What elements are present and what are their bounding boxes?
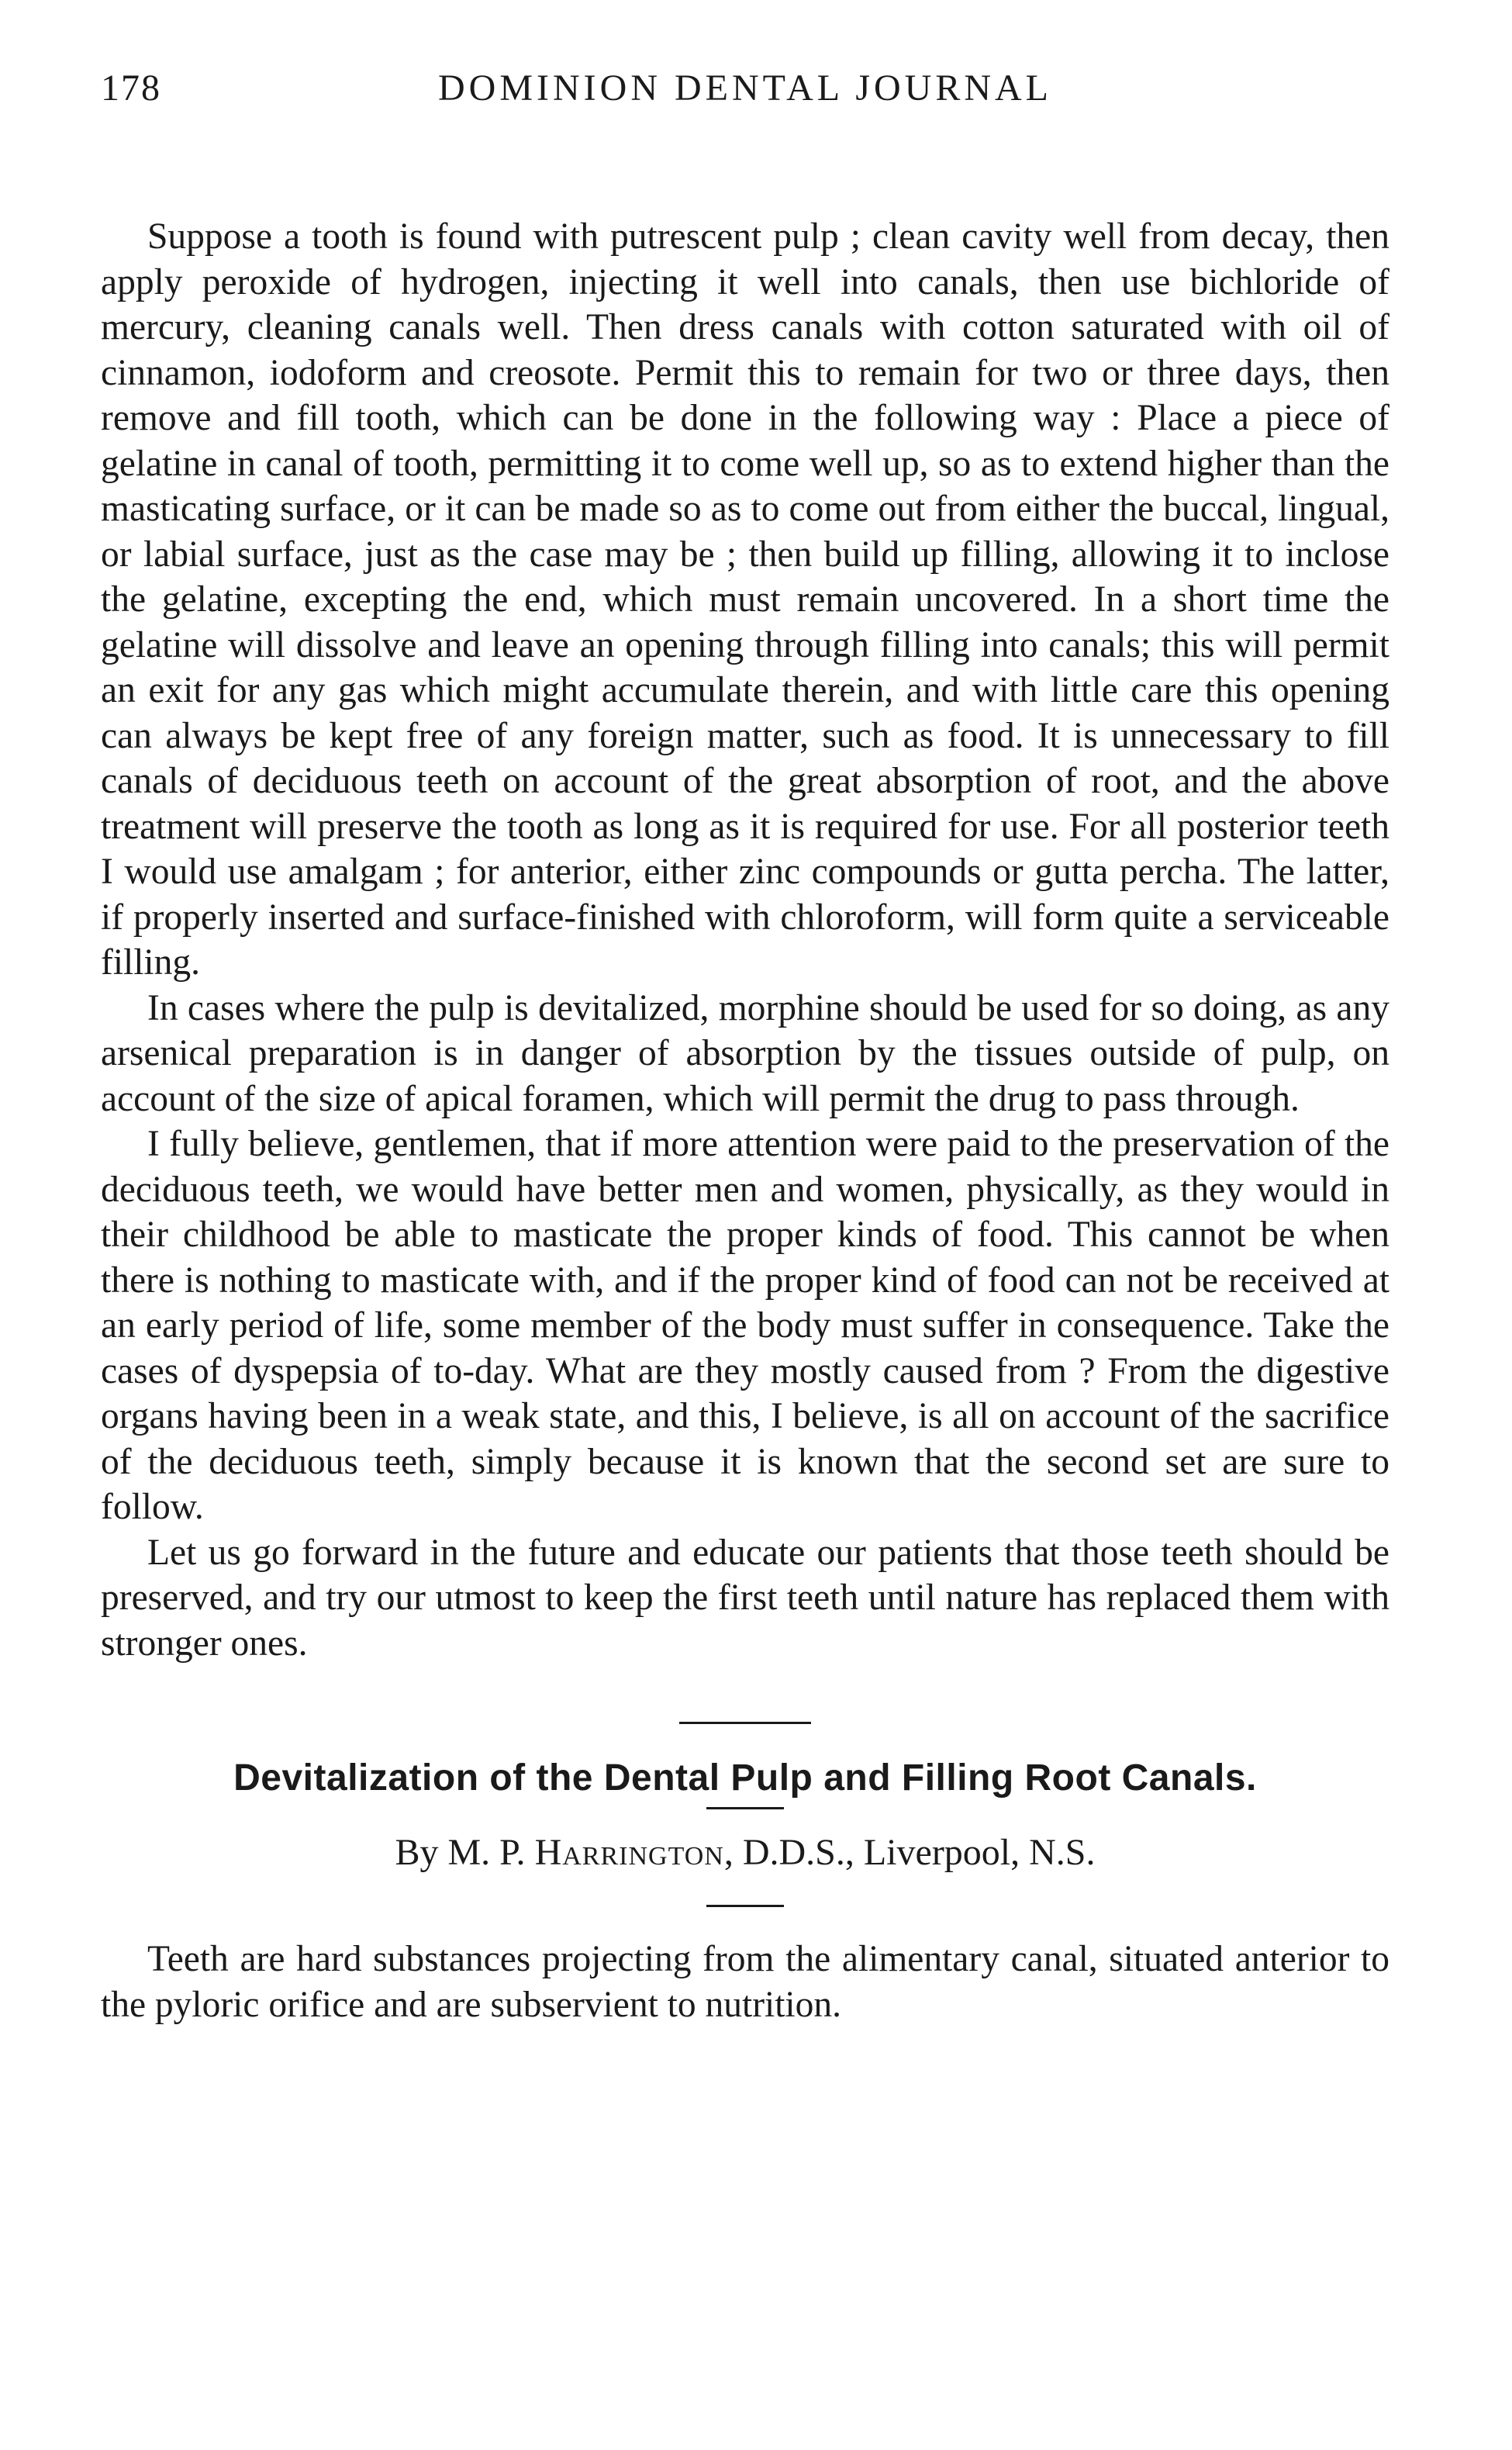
paragraph: In cases where the pulp is devitalized, morphine should be used for so doing, as any arsenical preparation is in danger of absorption by the tissues outside of pulp, on account of the size of apical foramen, which will permit the drug to pass through.	[101, 987, 1389, 1119]
author-name: Harrington	[534, 1832, 724, 1873]
section-divider	[679, 1722, 811, 1724]
journal-title: DOMINION DENTAL JOURNAL	[438, 67, 1052, 109]
paragraph: Suppose a tooth is found with putrescent pulp ; clean cavity well from decay, then apply peroxide of hydrogen, injecting it well into canals, then use bichloride of mercury, cleaning canals well. Then dress canals with cotton saturated with oil of cinnamon, iodoform and creosote. Permit this to remain for two or three days, then remove and fill tooth, which can be done in the following way : Place a piece of gelatine in canal of tooth, permitting it to come well up, so as to extend higher than the masticating surface, or it can be made so as to come out from either the buccal, lingual, or labial surface, just as the case may be ; then build up filling, allowing it to inclose the gelatine, excepting the end, which must remain uncovered. In a short time the gelatine will dissolve and leave an opening through filling into canals; this will permit an exit for any gas which might accumulate therein, and with little care this opening can always be kept free of any foreign matter, such as food. It is unnecessary to fill canals of deciduous teeth on account of the great absorption of root, and the above treatment will preserve the tooth as long as it is required for use. For all posterior teeth I would use amalgam ; for anterior, either zinc compounds or gutta percha. The latter, if properly inserted and surface-finished with chloroform, will form quite a serviceable filling.	[101, 216, 1389, 983]
page-number: 178	[101, 67, 161, 109]
byline-divider	[706, 1905, 784, 1907]
article-body	[101, 214, 1389, 1666]
byline	[101, 1831, 1389, 1874]
page-content	[101, 62, 1389, 2027]
article-intro	[101, 1937, 1389, 2027]
byline-prefix: By M. P.	[395, 1832, 535, 1873]
intro-paragraph: Teeth are hard substances projecting from the alimentary canal, situated anterior to the pyloric orifice and are subservient to nutrition.	[101, 1939, 1389, 2025]
paragraph: Let us go forward in the future and educate our patients that those teeth should be preserved, and try our utmost to keep the first teeth until nature has replaced them with stronger ones.	[101, 1532, 1389, 1664]
running-head	[101, 62, 1389, 124]
article-title: Devitalization of the Dental Pulp and Filling Root Canals.	[233, 1757, 1257, 1799]
paragraph: I fully believe, gentlemen, that if more attention were paid to the preservation of the deciduous teeth, we would have better men and women, physically, as they would in their childhood be able to masticate the proper kinds of food. This cannot be when there is nothing to masticate with, and if the proper kind of food can not be received at an early period of life, some member of the body must suffer in consequence. Take the cases of dyspepsia of to-day. What are they mostly caused from ? From the digestive organs having been in a weak state, and this, I believe, is all on account of the sacrifice of the deciduous teeth, simply because it is known that the second set are sure to follow.	[101, 1124, 1389, 1527]
byline-credentials: , D.D.S., Liverpool, N.S.	[723, 1832, 1096, 1873]
title-divider	[706, 1807, 784, 1809]
